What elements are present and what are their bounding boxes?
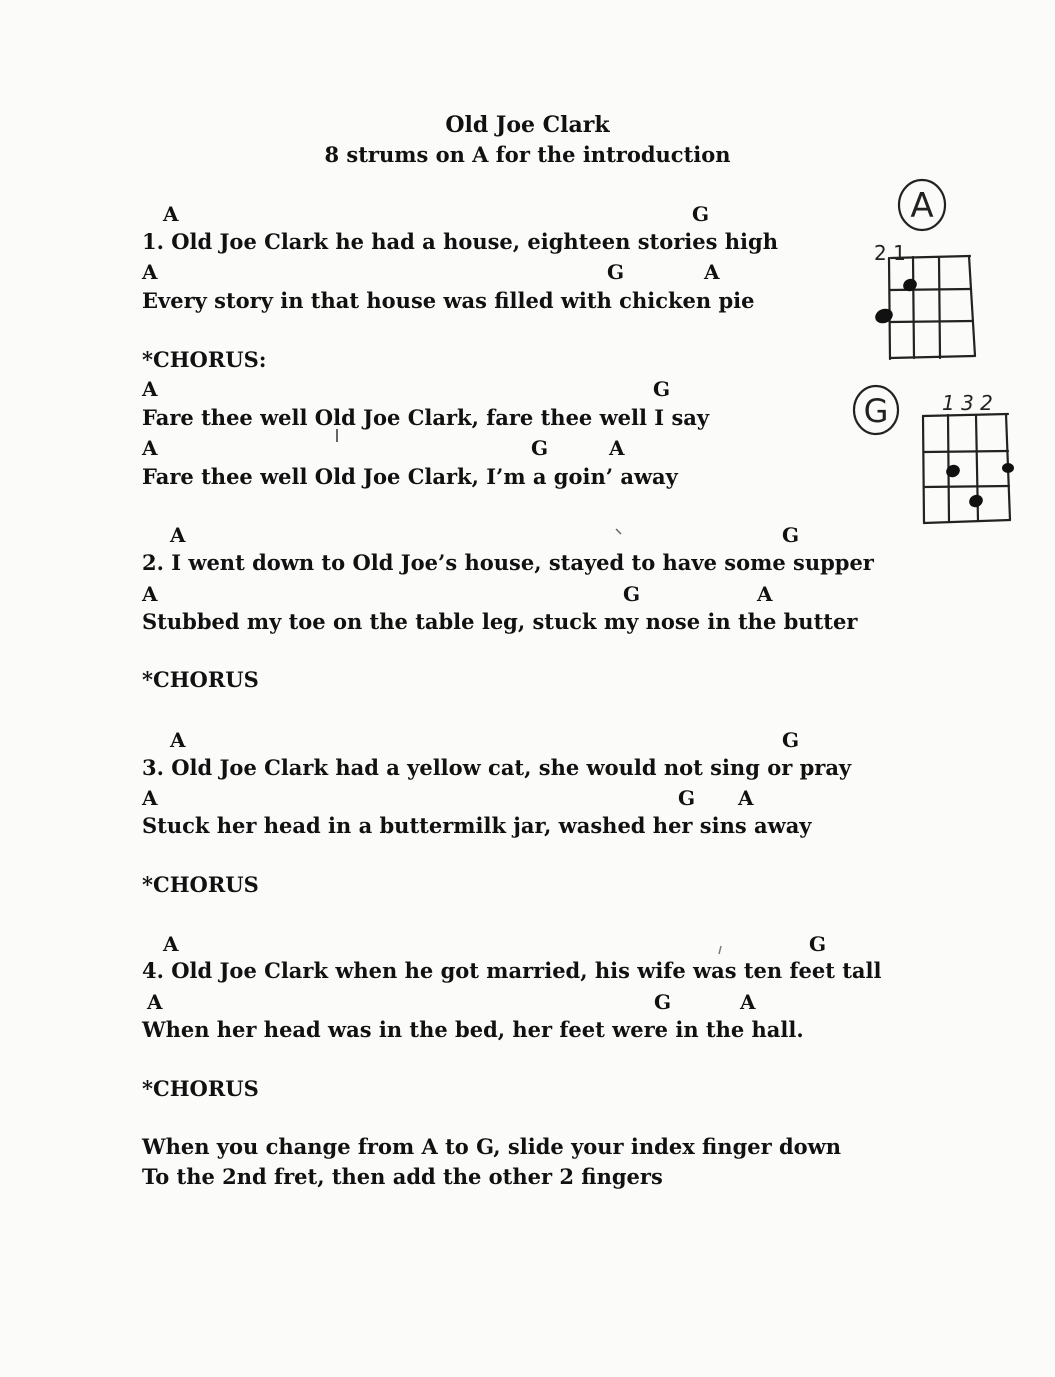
lyric-line: 1. Old Joe Clark he had a house, eighteen stories high (142, 229, 778, 254)
chord-label: G (809, 932, 827, 956)
a-finger-labels: 2 1 (874, 241, 906, 265)
chord-label: A (142, 582, 158, 606)
chord-label: G (678, 786, 696, 810)
chord-label: A (757, 582, 773, 606)
chord-label: G (623, 582, 641, 606)
g-chord-name: G (863, 392, 889, 430)
chord-label: A (609, 436, 625, 460)
lyric-line: 4. Old Joe Clark when he got married, his wife was ten feet tall (142, 958, 882, 983)
chord-label: A (163, 932, 179, 956)
stray-pen-mark (716, 944, 724, 956)
chord-label: G (531, 436, 549, 460)
chorus-heading: *CHORUS (142, 1076, 259, 1101)
lyric-line: Stuck her head in a buttermilk jar, washed her sins away (142, 813, 812, 838)
lyric-line: Every story in that house was filled with chicken pie (142, 288, 755, 313)
stray-pen-mark (334, 428, 340, 444)
title-block (0, 110, 1055, 170)
a-chord-diagram (862, 172, 982, 364)
a-chord-name: A (910, 186, 934, 226)
chord-label: A (147, 990, 163, 1014)
chord-label: A (142, 436, 158, 460)
chord-label: A (738, 786, 754, 810)
lyric-line: Fare thee well Old Joe Clark, fare thee well I say (142, 405, 710, 430)
chord-label: A (163, 202, 179, 226)
chord-label: G (782, 523, 800, 547)
g-chord-diagram (850, 380, 1025, 530)
chord-label: A (740, 990, 756, 1014)
chord-label: A (170, 728, 186, 752)
finger-dot-icon (944, 463, 962, 480)
chord-label: A (142, 260, 158, 284)
stray-pen-mark (614, 527, 624, 537)
chord-label: G (653, 377, 671, 401)
chorus-heading: *CHORUS (142, 872, 259, 897)
chorus-heading: *CHORUS (142, 667, 259, 692)
finger-dot-icon (1002, 463, 1014, 473)
lyric-line: 2. I went down to Old Joe’s house, stayed to have some supper (142, 550, 874, 575)
chord-label: A (142, 377, 158, 401)
finger-dot-icon (967, 493, 985, 510)
lyric-line: Fare thee well Old Joe Clark, I’m a goin’ away (142, 464, 678, 489)
song-title: Old Joe Clark (445, 112, 610, 138)
chorus-heading: *CHORUS: (142, 347, 267, 372)
chord-label: G (607, 260, 625, 284)
chord-label: A (142, 786, 158, 810)
lyric-line: When her head was in the bed, her feet were in the hall. (142, 1017, 804, 1042)
lyric-line: Stubbed my toe on the table leg, stuck my nose in the butter (142, 609, 858, 634)
chord-label: A (704, 260, 720, 284)
tip-line: When you change from A to G, slide your index finger down (142, 1134, 842, 1159)
chord-label: A (170, 523, 186, 547)
tip-line: To the 2nd fret, then add the other 2 fingers (142, 1164, 663, 1189)
intro-instruction: 8 strums on A for the introduction (324, 142, 731, 167)
chord-label: G (654, 990, 672, 1014)
g-finger-labels: 1 3 2 (942, 391, 993, 415)
lyric-line: 3. Old Joe Clark had a yellow cat, she would not sing or pray (142, 755, 852, 780)
chord-label: G (692, 202, 710, 226)
chord-label: G (782, 728, 800, 752)
